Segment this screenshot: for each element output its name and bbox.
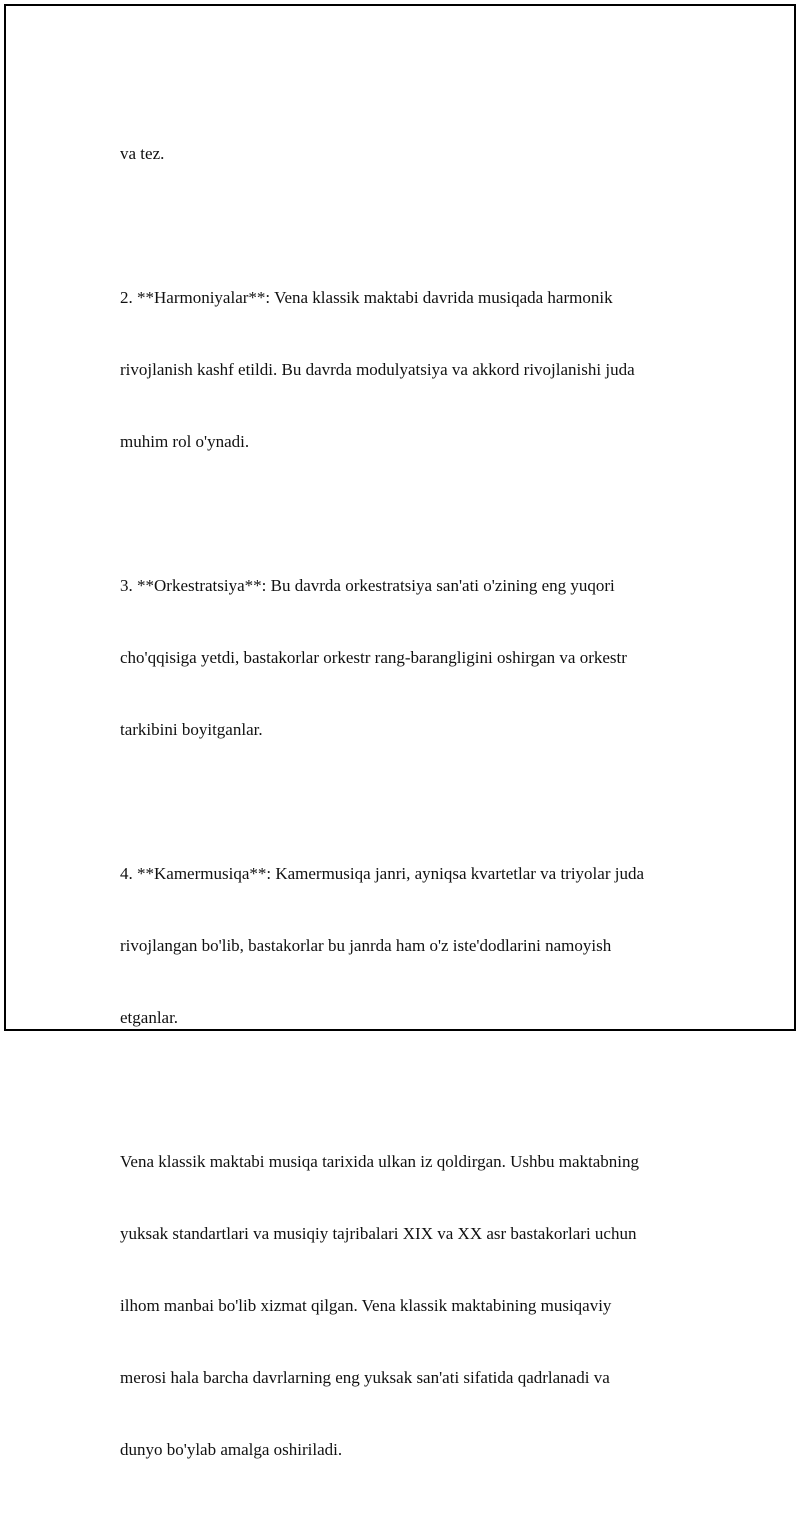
text-line: rivojlangan bo'lib, bastakorlar bu janrda ham o'z iste'dodlarini namoyish [120,936,612,955]
text-line: etganlar. [120,1008,179,1027]
text-line: 3. **Orkestratsiya**: Bu davrda orkestratsiya san'ati o'zining eng yuqori [120,576,615,595]
text-line: 2. **Harmoniyalar**: Vena klassik maktabi davrida musiqada harmonik [120,288,613,307]
text-line: yuksak standartlari va musiqiy tajribalari XIX va XX asr bastakorlari uchun [120,1224,637,1243]
text-line: tarkibini boyitganlar. [120,720,263,739]
text-line: cho'qqisiga yetdi, bastakorlar orkestr rang-barangligini oshirgan va orkestr [120,648,627,667]
paragraph-conclusion [120,1102,700,1510]
text-line: Vena klassik maktabi musiqa tarixida ulkan iz qoldirgan. Ushbu maktabning [120,1152,640,1171]
text-line: muhim rol o'ynadi. [120,432,250,451]
document-page [4,4,796,1459]
text-line: ilhom manbai bo'lib xizmat qilgan. Vena klassik maktabining musiqaviy [120,1296,612,1315]
text-line: dunyo bo'ylab amalga oshiriladi. [120,1440,343,1459]
paragraph-orkestratsiya [120,526,700,790]
text-line: va tez. [120,144,165,163]
paragraph-continuation [120,94,700,214]
paragraph-kamermusiqa [120,814,700,1078]
document-body [120,94,700,1534]
text-line: merosi hala barcha davrlarning eng yuksak san'ati sifatida qadrlanadi va [120,1368,610,1387]
text-line: 4. **Kamermusiqa**: Kamermusiqa janri, ayniqsa kvartetlar va triyolar juda [120,864,645,883]
paragraph-harmoniyalar [120,238,700,502]
text-line: rivojlanish kashf etildi. Bu davrda modulyatsiya va akkord rivojlanishi juda [120,360,635,379]
